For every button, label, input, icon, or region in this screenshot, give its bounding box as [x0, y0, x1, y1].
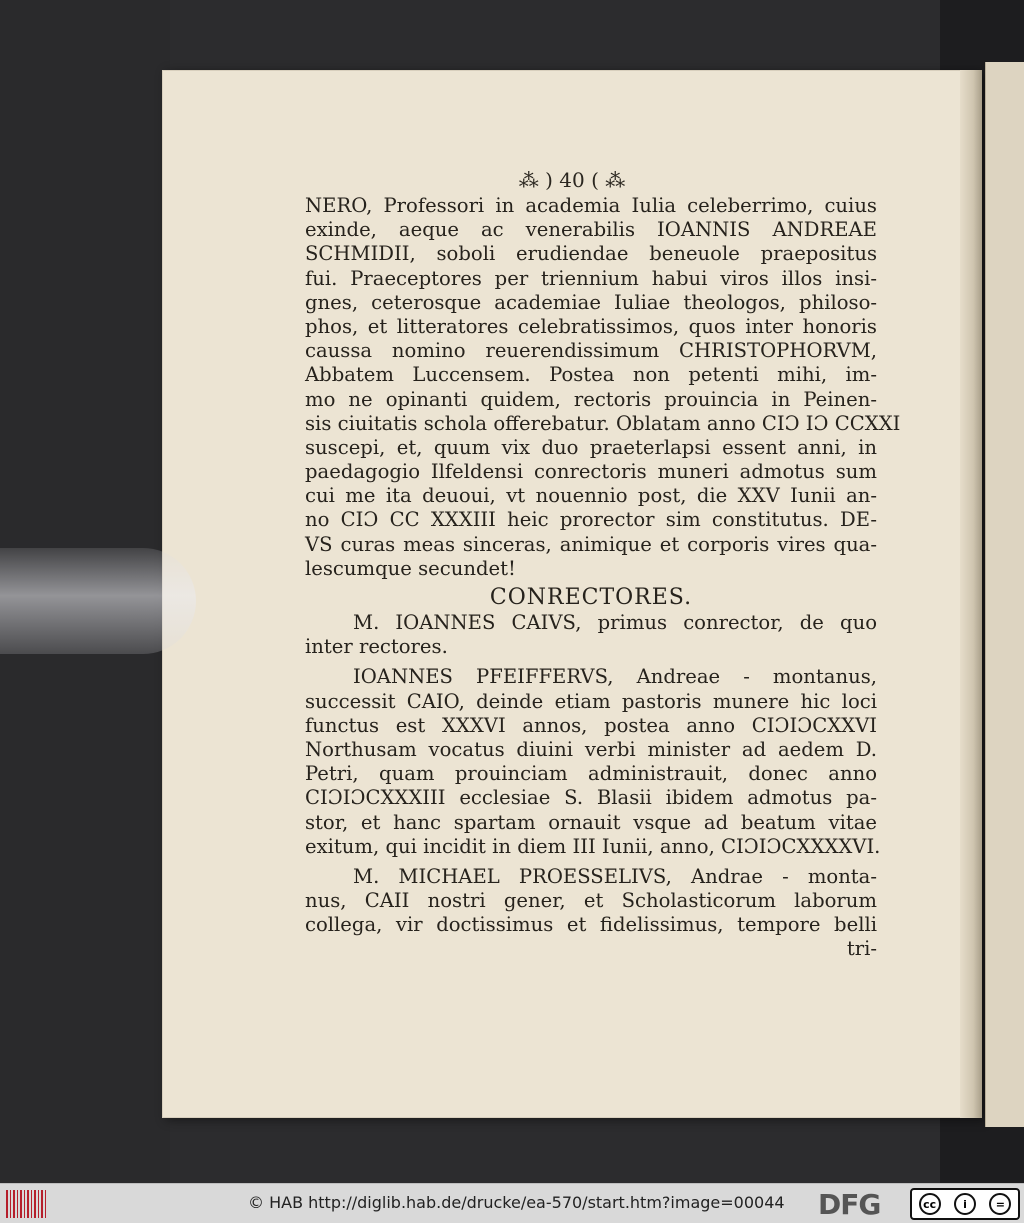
- text-line: Northusam vocatus diuini verbi minister ad aedem D.: [305, 737, 877, 761]
- text-line: inter rectores.: [305, 635, 448, 659]
- text-line: Abbatem Luccensem. Postea non petenti mihi, im-: [305, 363, 877, 387]
- section-heading: CONRECTORES.: [489, 585, 693, 610]
- scanner-glare: [0, 548, 196, 654]
- text-line: sis ciuitatis schola offerebatur. Oblatam anno CIƆ IƆ CCXXI: [305, 411, 901, 435]
- library-logo-icon: [6, 1190, 46, 1218]
- text-line: stor, et hanc spartam ornauit vsque ad beatum vitae: [305, 810, 877, 834]
- text-line: VS curas meas sinceras, animique et corporis vires qua-: [305, 532, 877, 556]
- text-line: collega, vir doctissimus et fidelissimus, tempore belli: [305, 913, 877, 937]
- attribution-icon: i: [954, 1193, 976, 1215]
- text-line: CIƆIƆCXXXIII ecclesiae S. Blasii ibidem admotus pa-: [305, 786, 877, 810]
- page-header: ⁂ ) 40 ( ⁂: [518, 168, 626, 192]
- page-gutter: [960, 70, 982, 1118]
- text-line: phos, et litteratores celebratissimos, quos inter honoris: [305, 314, 877, 338]
- text-line: paedagogio Ilfeldensi conrectoris muneri admotus sum: [305, 460, 877, 484]
- facing-page-edge: [985, 62, 1024, 1127]
- copyright-link[interactable]: © HAB http://diglib.hab.de/drucke/ea-570/start.htm?image=00044: [248, 1193, 785, 1212]
- text-line: NERO, Professori in academia Iulia celeberrimo, cuius: [305, 194, 877, 217]
- text-line: successit CAIO, deinde etiam pastoris munere hic loci: [305, 689, 877, 713]
- text-line: functus est XXXVI annos, postea anno CIƆIƆCXXVI: [305, 713, 877, 737]
- text-line: gnes, ceterosque academiae Iuliae theologos, philoso-: [305, 290, 877, 314]
- text-line: lescumque secundet!: [305, 556, 516, 580]
- text-line: caussa nomino reuerendissimum CHRISTOPHORVM,: [305, 339, 877, 363]
- text-line: tri-: [846, 937, 877, 961]
- text-line: M. IOANNES CAIVS, primus conrector, de quo: [353, 611, 877, 634]
- share-alike-icon: =: [989, 1193, 1011, 1215]
- text-line: no CIƆ CC XXXIII heic prorector sim constitutus. DE-: [305, 508, 877, 532]
- text-line: suscepi, et, quum vix duo praeterlapsi essent anni, in: [305, 435, 877, 459]
- text-line: mo ne opinanti quidem, rectoris prouincia in Peinen-: [305, 387, 877, 411]
- viewer-footer: [0, 1183, 1024, 1223]
- page-text: [305, 194, 901, 962]
- text-line: exinde, aeque ac venerabilis IOANNIS ANDREAE: [305, 218, 877, 242]
- license-badge[interactable]: [910, 1188, 1020, 1220]
- text-line: nus, CAII nostri gener, et Scholasticorum laborum: [305, 889, 877, 913]
- text-line: M. MICHAEL PROESSELIVS, Andrae - monta-: [353, 864, 877, 888]
- text-line: SCHMIDII, soboli erudiendae beneuole praepositus: [305, 242, 877, 266]
- dfg-logo: DFG: [818, 1188, 881, 1221]
- text-line: fui. Praeceptores per triennium habui viros illos insi-: [305, 266, 877, 290]
- cc-icon: cc: [919, 1193, 941, 1215]
- text-line: Petri, quam prouinciam administrauit, donec anno: [305, 762, 877, 786]
- text-line: exitum, qui incidit in diem III Iunii, anno, CIƆIƆCXXXXVI.: [305, 834, 881, 858]
- text-line: IOANNES PFEIFFERVS, Andreae - montanus,: [353, 665, 877, 689]
- text-line: cui me ita deuoui, vt nouennio post, die XXV Iunii an-: [305, 484, 877, 508]
